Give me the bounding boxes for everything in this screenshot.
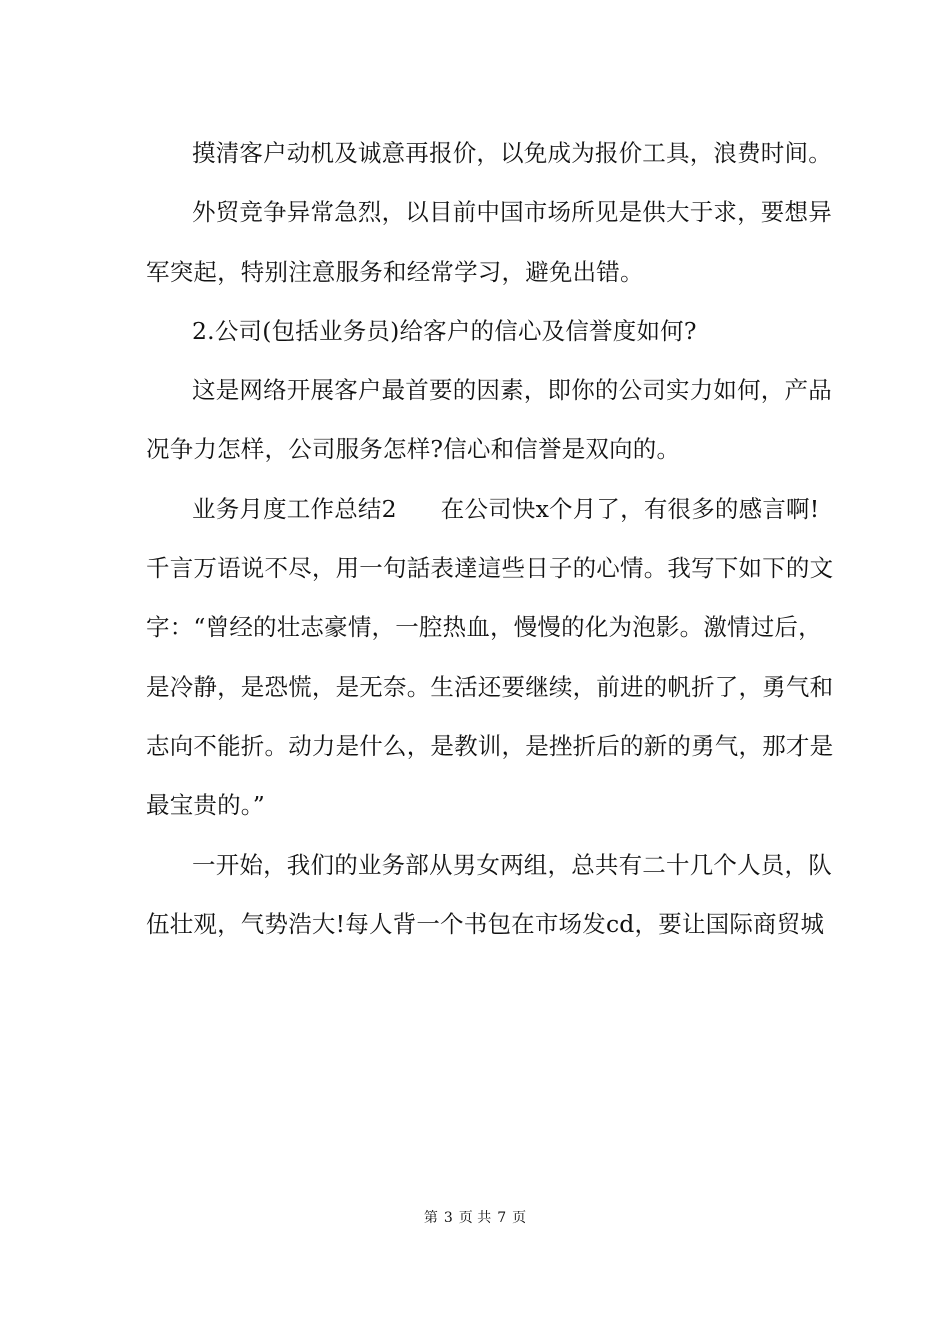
paragraph-line: 况争力怎样，公司服务怎样?信心和信誉是双向的。 bbox=[146, 435, 681, 464]
footer-prefix: 第 bbox=[423, 1210, 438, 1226]
body-text bbox=[146, 127, 834, 957]
paragraph-line: 这是网络开展客户最首要的因素，即你的公司实力如何，产品 bbox=[192, 376, 832, 405]
paragraph-line: 伍壮观，气势浩大!每人背一个书包在市场发cd，要让国际商贸城 bbox=[146, 909, 825, 938]
paragraph-line: 最宝贵的。” bbox=[146, 791, 265, 820]
page-footer bbox=[0, 1208, 950, 1228]
section-title: 业务月度工作总结2 bbox=[192, 494, 397, 523]
paragraph-line: 字：“曾经的壮志豪情，一腔热血，慢慢的化为泡影。激情过后， bbox=[146, 613, 822, 642]
paragraph-line: 志向不能折。动力是什么，是教训，是挫折后的新的勇气，那才是 bbox=[146, 731, 834, 760]
paragraph-line: 军突起，特别注意服务和经常学习，避免出错。 bbox=[146, 257, 644, 286]
footer-suffix: 页 bbox=[512, 1210, 527, 1226]
footer-total-pages: 7 bbox=[497, 1210, 507, 1226]
footer-current-page: 3 bbox=[443, 1210, 453, 1226]
paragraph-line: 2.公司(包括业务员)给客户的信心及信誉度如何? bbox=[192, 316, 697, 345]
paragraph-line: 一开始，我们的业务部从男女两组，总共有二十几个人员，队 bbox=[192, 850, 832, 879]
paragraph-line: 千言万语说不尽，用一句話表達這些日子的心情。我写下如下的文 bbox=[146, 554, 834, 583]
footer-middle: 页 共 bbox=[458, 1210, 492, 1226]
paragraph-line: 是冷静，是恐慌，是无奈。生活还要继续，前进的帆折了，勇气和 bbox=[146, 672, 834, 701]
paragraph-text: 在公司快x个月了，有很多的感言啊! bbox=[440, 494, 820, 523]
section-heading-line bbox=[146, 483, 820, 542]
paragraph-line: 摸清客户动机及诚意再报价，以免成为报价工具，浪费时间。 bbox=[192, 139, 832, 167]
paragraph-line: 外贸竞争异常急烈，以目前中国市场所见是供大于求，要想异 bbox=[192, 198, 832, 227]
